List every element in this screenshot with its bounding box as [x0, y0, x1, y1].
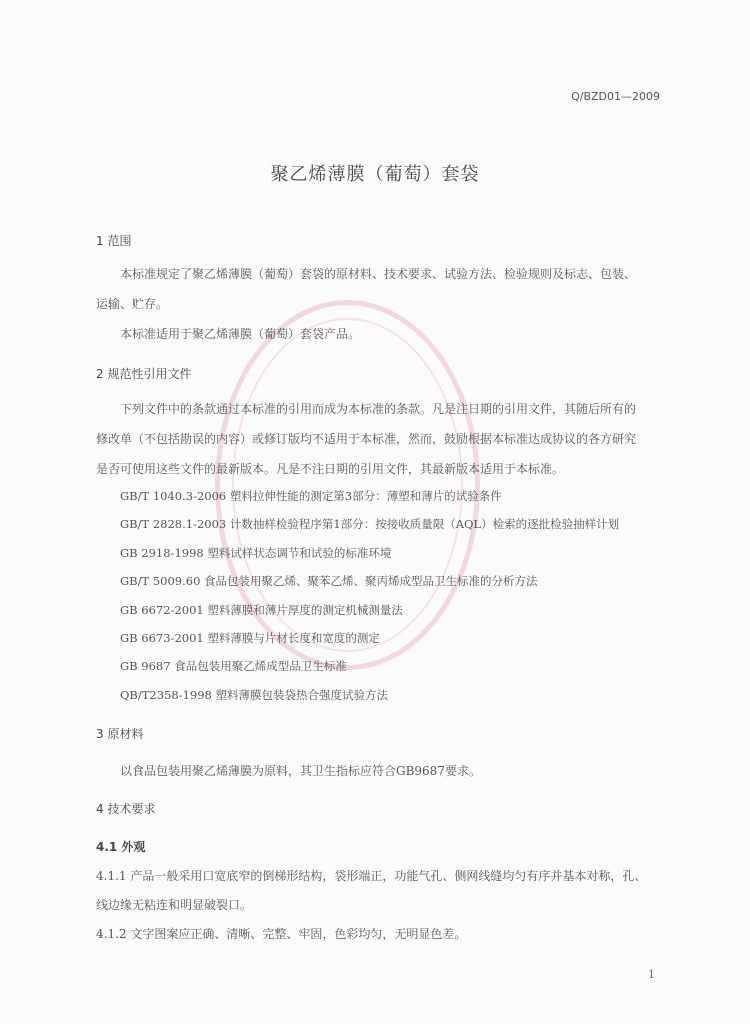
section-1-heading: 1 范围: [96, 234, 132, 248]
reference-item: GB/T 2828.1-2003 计数抽样检验程序第1部分：按接收质量限（AQL）检索的逐批检验抽样计划: [120, 517, 620, 531]
reference-item: GB 2918-1998 塑料试样状态调节和试验的标准环境: [120, 546, 392, 560]
section-2-para-line-3: 是否可使用这些文件的最新版本。凡是不注日期的引用文件，其最新版本适用于本标准。: [96, 462, 565, 476]
reference-item: GB 6673-2001 塑料薄膜与片材长度和宽度的测定: [120, 631, 380, 645]
section-4-1-heading: 4.1 外观: [96, 840, 146, 854]
reference-item: GB/T 1040.3-2006 塑料拉伸性能的测定第3部分：薄塑和薄片的试验条件: [120, 489, 502, 503]
reference-item: GB 6672-2001 塑料薄膜和薄片厚度的测定机械测量法: [120, 603, 403, 617]
clause-4-1-1-line-2: 线边缘无粘连和明显破裂口。: [96, 898, 253, 912]
page-number: 1: [648, 968, 655, 981]
section-1-para-2: 本标准适用于聚乙烯薄膜（葡萄）套袋产品。: [120, 327, 361, 341]
section-2-para-line-1: 下列文件中的条款通过本标准的引用而成为本标准的条款。凡是注日期的引用文件，其随后所有的: [120, 402, 637, 416]
section-1-para-1-line-1: 本标准规定了聚乙烯薄膜（葡萄）套袋的原材料、技术要求、试验方法、检验规则及标志、包装、: [120, 267, 637, 281]
document-title: 聚乙烯薄膜（葡萄）套袋: [270, 164, 480, 185]
document-code: Q/BZD01—2009: [571, 90, 660, 103]
section-2-heading: 2 规范性引用文件: [96, 367, 192, 381]
reference-item: GB 9687 食品包装用聚乙烯成型品卫生标准: [120, 659, 347, 673]
section-4-heading: 4 技术要求: [96, 802, 156, 816]
section-2-para-line-2: 修改单（不包括勘误的内容）或修订版均不适用于本标准，然而，鼓励根据本标准达成协议的各方研究: [96, 432, 637, 446]
section-1-para-1-line-2: 运输、贮存。: [96, 297, 169, 311]
section-3-para: 以食品包装用聚乙烯薄膜为原料，其卫生指标应符合GB9687要求。: [120, 764, 481, 778]
clause-4-1-2: 4.1.2 文字图案应正确、清晰、完整、牢固，色彩均匀，无明显色差。: [96, 927, 467, 941]
clause-4-1-1-line-1: 4.1.1 产品一般采用口宽底窄的倒梯形结构，袋形端正，功能气孔、侧网线缝均匀有序并基本对称，孔、: [96, 869, 647, 883]
section-3-heading: 3 原材料: [96, 727, 144, 741]
reference-item: GB/T 5009.60 食品包装用聚乙烯、聚苯乙烯、聚丙烯成型品卫生标准的分析方法: [120, 574, 538, 588]
reference-item: QB/T2358-1998 塑料薄膜包装袋热合强度试验方法: [120, 688, 388, 702]
